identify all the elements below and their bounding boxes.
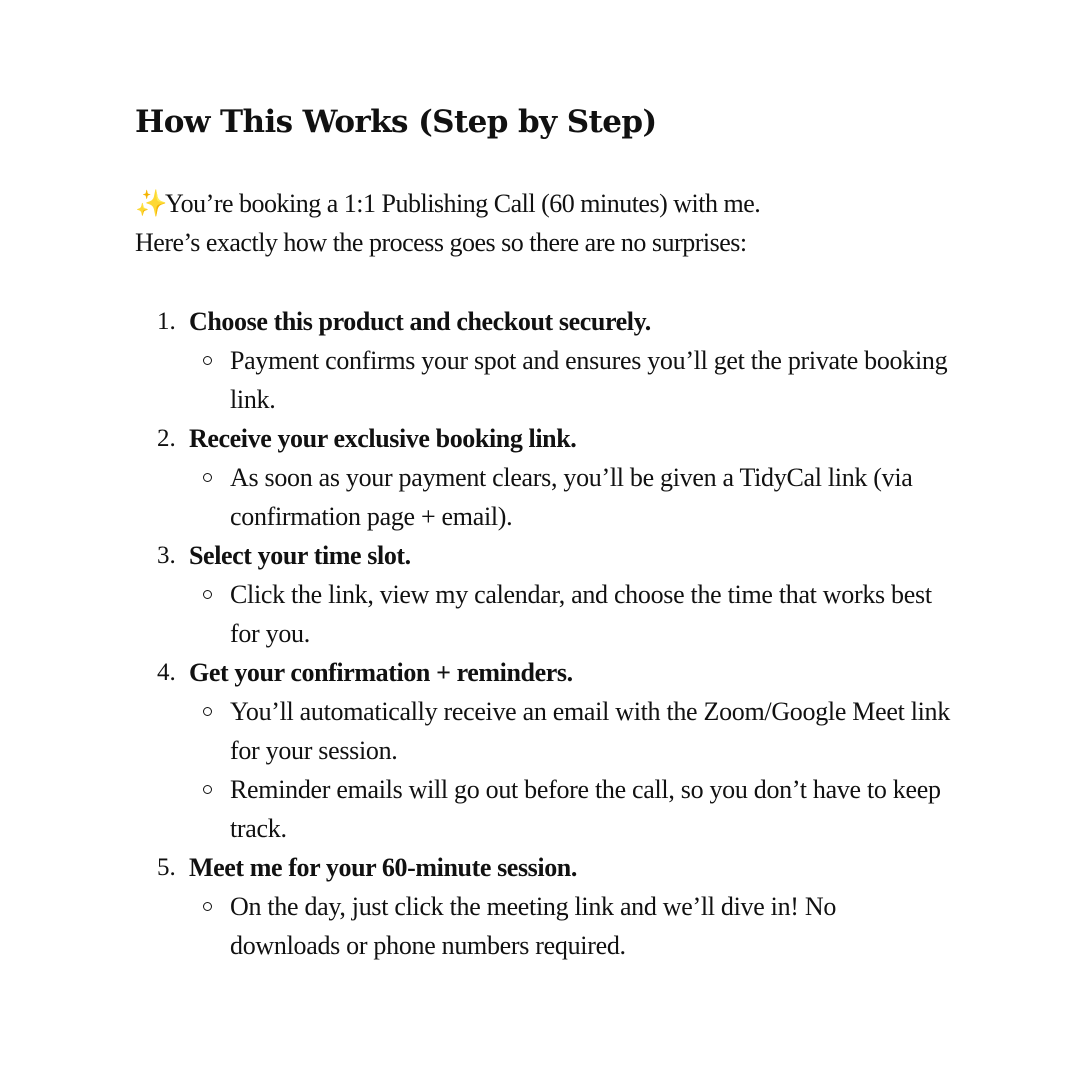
step-item <box>135 302 960 419</box>
step-details <box>189 887 960 965</box>
step-details <box>189 341 960 419</box>
step-detail: Payment confirms your spot and ensures you’ll get the private booking link. <box>189 341 950 419</box>
steps-list <box>135 302 960 965</box>
step-details <box>189 575 960 653</box>
step-number: 5. <box>157 854 176 881</box>
circle-bullet-icon <box>203 473 212 482</box>
step-item <box>135 419 960 536</box>
step-item <box>135 536 960 653</box>
step-detail: You’ll automatically receive an email with the Zoom/Google Meet link for your session. <box>189 692 950 770</box>
step-detail: On the day, just click the meeting link and we’ll dive in! No downloads or phone numbers required. <box>189 887 950 965</box>
circle-bullet-icon <box>203 590 212 599</box>
step-detail: Reminder emails will go out before the call, so you don’t have to keep track. <box>189 770 950 848</box>
circle-bullet-icon <box>203 902 212 911</box>
intro-line-1: You’re booking a 1:1 Publishing Call (60 minutes) with me. <box>165 189 761 218</box>
step-number: 4. <box>157 659 176 686</box>
step-detail: As soon as your payment clears, you’ll be given a TidyCal link (via confirmation page + email). <box>189 458 950 536</box>
step-details <box>189 458 960 536</box>
intro-paragraph <box>135 184 955 262</box>
step-title: Select your time slot. <box>189 541 411 570</box>
step-title: Receive your exclusive booking link. <box>189 424 577 453</box>
step-item <box>135 848 960 965</box>
circle-bullet-icon <box>203 356 212 365</box>
step-details <box>189 692 960 848</box>
circle-bullet-icon <box>203 785 212 794</box>
step-title: Get your confirmation + reminders. <box>189 658 573 687</box>
intro-line-2: Here’s exactly how the process goes so there are no surprises: <box>135 228 747 257</box>
step-item <box>135 653 960 848</box>
step-number: 3. <box>157 542 176 569</box>
step-title: Choose this product and checkout securely. <box>189 307 651 336</box>
step-title: Meet me for your 60-minute session. <box>189 853 577 882</box>
step-number: 1. <box>157 308 176 335</box>
step-detail: Click the link, view my calendar, and choose the time that works best for you. <box>189 575 950 653</box>
page-title: How This Works (Step by Step) <box>135 104 657 140</box>
step-number: 2. <box>157 425 176 452</box>
sparkles-icon: ✨ <box>135 189 167 218</box>
circle-bullet-icon <box>203 707 212 716</box>
